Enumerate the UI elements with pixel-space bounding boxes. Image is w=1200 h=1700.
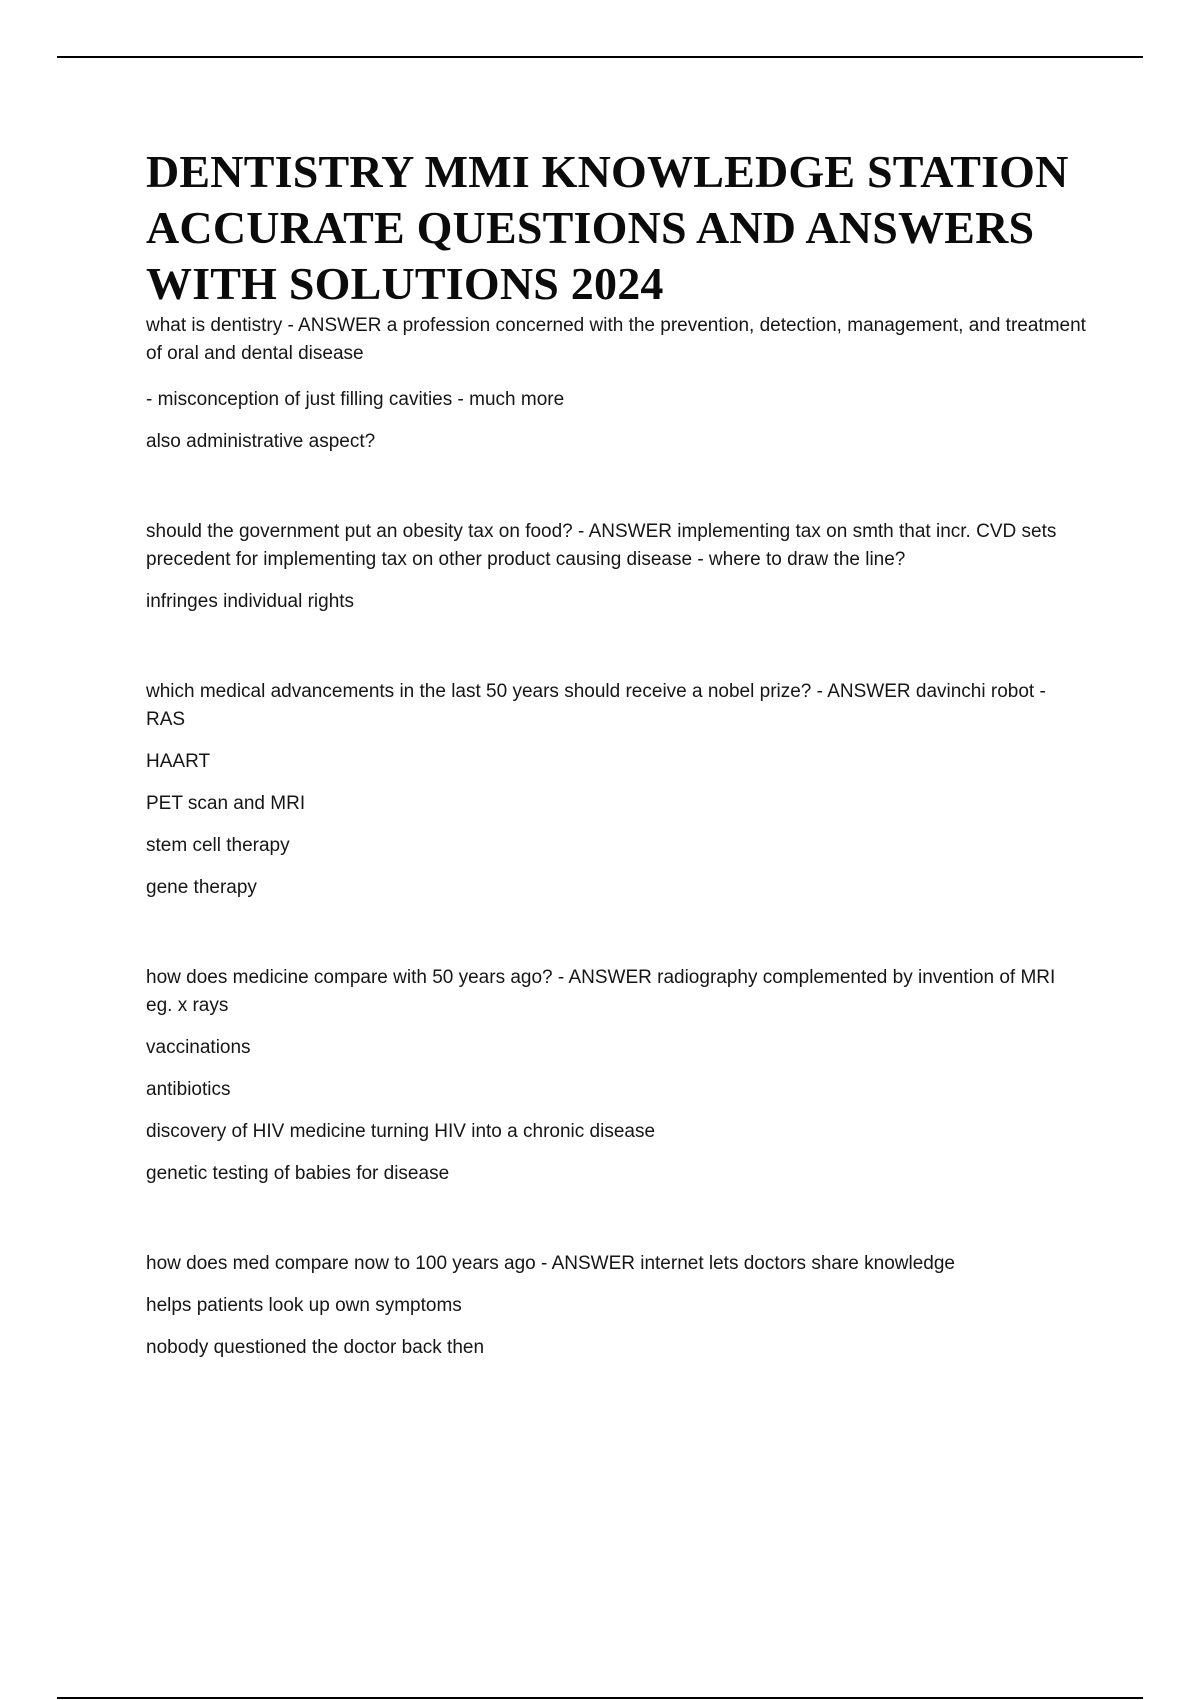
qa-detail: stem cell therapy xyxy=(146,835,290,856)
qa-question: how does medicine compare with 50 years ago? - ANSWER radiography complemented by invention of MRI eg. x rays xyxy=(146,967,1056,1016)
qa-detail: genetic testing of babies for disease xyxy=(146,1163,450,1184)
qa-detail: infringes individual rights xyxy=(146,591,355,612)
qa-question: how does med compare now to 100 years ago - ANSWER internet lets doctors share knowledge xyxy=(146,1253,955,1274)
qa-block xyxy=(146,1250,1086,1362)
qa-detail: PET scan and MRI xyxy=(146,793,306,814)
qa-detail: discovery of HIV medicine turning HIV into a chronic disease xyxy=(146,1121,656,1142)
qa-detail: also administrative aspect? xyxy=(146,431,376,452)
document-body xyxy=(146,144,1086,1362)
qa-block xyxy=(146,964,1086,1188)
qa-detail: vaccinations xyxy=(146,1037,251,1058)
qa-detail: HAART xyxy=(146,751,211,772)
qa-question: which medical advancements in the last 50 years should receive a nobel prize? - ANSWER davinchi robot - RAS xyxy=(146,681,1046,730)
qa-detail: nobody questioned the doctor back then xyxy=(146,1337,485,1358)
qa-detail: gene therapy xyxy=(146,877,257,898)
qa-block xyxy=(146,312,1086,456)
qa-question: what is dentistry - ANSWER a profession concerned with the prevention, detection, management, and treatment of oral and dental disease xyxy=(146,315,1086,364)
top-divider xyxy=(57,56,1143,58)
qa-question: should the government put an obesity tax on food? - ANSWER implementing tax on smth that incr. CVD sets precedent for implementing tax on other product causing disease - where to draw the line? xyxy=(146,521,1057,570)
qa-detail: helps patients look up own symptoms xyxy=(146,1295,462,1316)
qa-block xyxy=(146,518,1086,616)
qa-detail: antibiotics xyxy=(146,1079,231,1100)
qa-detail: - misconception of just filling cavities - much more xyxy=(146,389,565,410)
document-title: DENTISTRY MMI KNOWLEDGE STATION ACCURATE QUESTIONS AND ANSWERS WITH SOLUTIONS 2024 xyxy=(146,146,1069,309)
qa-block xyxy=(146,678,1086,902)
bottom-divider xyxy=(57,1697,1143,1699)
